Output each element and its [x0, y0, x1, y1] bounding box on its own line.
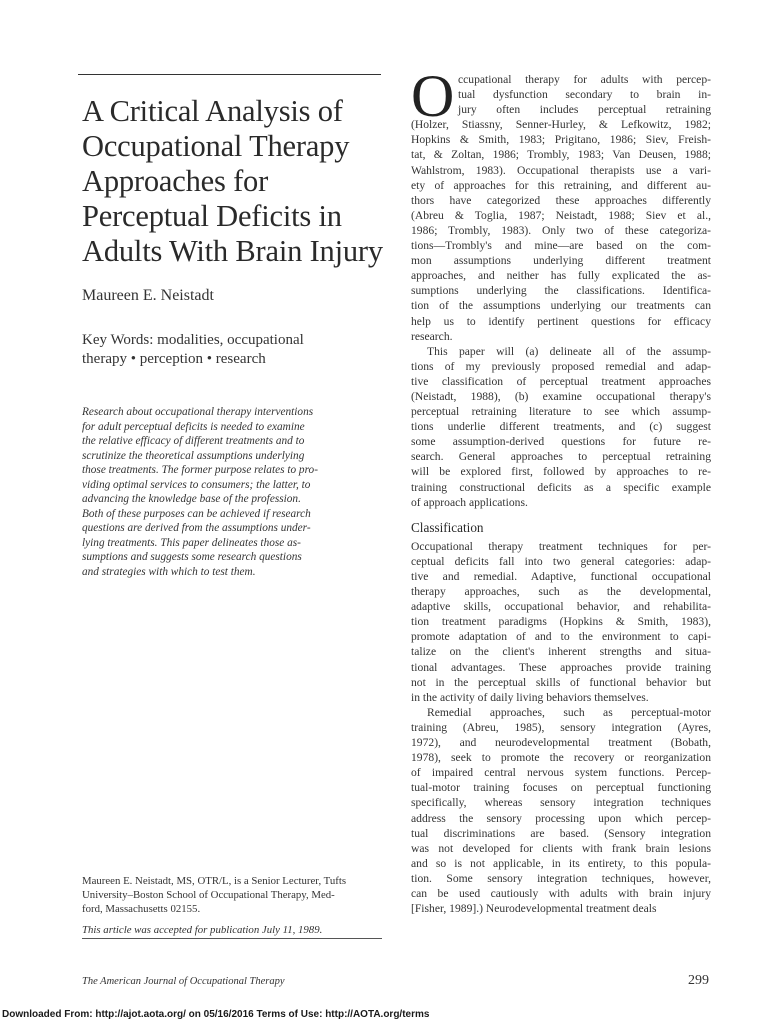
abstract-line: viding optimal services to consumers; the latter, to: [82, 478, 311, 491]
acceptance-rule: [82, 938, 382, 939]
body-line: was not developed for clients with frank brain lesions: [411, 841, 711, 855]
body-line: (Abreu & Toglia, 1987; Neistadt, 1988; Siev et al.,: [411, 208, 711, 222]
abstract-line: advancing the knowledge base of the profession.: [82, 493, 301, 505]
title-line: Adults With Brain Injury: [82, 234, 383, 268]
body-line: 1972), and neurodevelopmental treatment (Bobath,: [411, 736, 711, 750]
body-line: [Fisher, 1989].) Neurodevelopmental treatment deals: [411, 902, 657, 916]
body-line: tual dysfunction secondary to brain in-: [458, 88, 711, 102]
body-line: and so is not applicable, in its entirety, to this popula-: [411, 856, 711, 870]
body-line: talize on the client's inherent strengths and situa-: [411, 645, 711, 659]
body-line: (Holzer, Stiassny, Senner-Hurley, & Lefkowitz, 1982;: [411, 118, 711, 132]
body-line: ccupational therapy for adults with percep-: [458, 73, 711, 86]
affiliation-line: University–Boston School of Occupational Therapy, Med-: [82, 889, 335, 902]
body-line: tat, & Zoltan, 1986; Trombly, 1983; Van Deusen, 1988;: [411, 148, 711, 162]
title-top-rule: [78, 74, 381, 75]
body-line: tual-motor training focuses on perceptual functioning: [411, 781, 711, 795]
body-line: sumptions underlying the classifications. Identifica-: [411, 284, 711, 298]
keywords-line: Key Words: modalities, occupational: [82, 332, 304, 348]
affiliation-line: Maureen E. Neistadt, MS, OTR/L, is a Senior Lecturer, Tufts: [82, 875, 347, 887]
abstract-line: for adult perceptual deficits is needed to examine: [82, 420, 305, 433]
body-line: will be explored first, followed by approaches to re-: [411, 465, 711, 479]
body-line: approaches, and neither has fully explicated the as-: [411, 269, 711, 283]
body-line: address the sensory processing upon which percep-: [411, 811, 711, 825]
title-line: Occupational Therapy: [82, 129, 350, 163]
body-line: tive classification of perceptual treatment approaches: [411, 374, 711, 388]
body-column: [411, 72, 711, 916]
body-line: tion treatment paradigms (Hopkins & Smith, 1983),: [411, 615, 711, 629]
body-line: (Neistadt, 1988), (b) examine occupational therapy's: [411, 389, 711, 403]
body-line: ety of approaches for this retraining, and different au-: [411, 178, 711, 192]
body-line: of impaired central nervous system functions. Percep-: [411, 766, 711, 780]
title-line: Perceptual Deficits in: [82, 199, 342, 233]
journal-name: The American Journal of Occupational Therapy: [82, 976, 285, 987]
body-line: adaptive skills, occupational behavior, and rehabilita-: [411, 600, 711, 614]
body-line: of approach applications.: [411, 495, 528, 509]
body-line: tive and remedial. Adaptive, functional occupational: [411, 570, 711, 583]
author-affiliation: [82, 874, 382, 917]
drop-cap: O: [411, 63, 455, 129]
body-line: not in the perceptual skills of functional behavior but: [411, 675, 711, 689]
body-line: This paper will (a) delineate all of the assump-: [427, 344, 711, 358]
body-line: 1978), seek to promote the recovery or reorganization: [411, 751, 711, 765]
abstract-line: those treatments. The former purpose relates to pro-: [82, 464, 318, 476]
section-heading-classification: Classification: [411, 519, 484, 535]
acceptance-note: This article was accepted for publication July 11, 1989.: [82, 924, 323, 936]
body-line: in the activity of daily living behaviors themselves.: [411, 690, 649, 704]
body-line: 1986; Trombly, 1983). Only two of these categoriza-: [411, 223, 711, 237]
body-line: Remedial approaches, such as perceptual-motor: [427, 705, 711, 719]
download-notice: Downloaded From: http://ajot.aota.org/ on 05/16/2016 Terms of Use: http://AOTA.org/terms: [2, 1009, 430, 1020]
body-line: mon assumptions underlying different treatment: [411, 254, 711, 268]
abstract-line: sumptions and suggests some research questions: [82, 551, 302, 563]
body-line: tions underlie different treatments, and (c) suggest: [411, 420, 711, 434]
abstract-line: Research about occupational therapy interventions: [82, 406, 314, 418]
author-name: Maureen E. Neistadt: [82, 287, 214, 304]
abstract: [82, 405, 382, 579]
abstract-line: and strategies with which to test them.: [82, 565, 256, 578]
affiliation-line: ford, Massachusetts 02155.: [82, 903, 201, 916]
abstract-line: lying treatments. This paper delineates those as-: [82, 536, 301, 549]
body-line: therapy approaches, such as the developmental,: [411, 585, 711, 599]
title-line: A Critical Analysis of: [82, 94, 343, 128]
body-line: some assumption-derived questions for future re-: [411, 435, 711, 449]
abstract-line: Both of these purposes can be achieved if research: [82, 507, 311, 520]
body-line: tions of my previously proposed remedial and adap-: [411, 359, 711, 373]
body-line: tional advantages. These approaches provide training: [411, 660, 711, 674]
body-line: tual discriminations are based. (Sensory integration: [411, 826, 711, 840]
body-line: ceptual deficits fall into two general categories: adap-: [411, 554, 711, 568]
body-line: tion. Some sensory integration techniques, however,: [411, 871, 711, 885]
paragraph-intro: [411, 72, 711, 344]
paragraph-remedial: [411, 705, 711, 916]
body-line: training constructional deficits as a specific example: [411, 480, 711, 494]
keywords: [82, 331, 382, 369]
article-title: [82, 94, 382, 269]
body-line: thors have categorized these approaches differently: [411, 193, 711, 207]
body-line: tions—Trombly's and mine—are based on the com-: [411, 239, 711, 253]
abstract-line: scrutinize the theoretical assumptions underlying: [82, 449, 305, 462]
body-line: Hopkins & Smith, 1983; Prigitano, 1986; Siev, Freish-: [411, 133, 711, 147]
body-line: Wahlstrom, 1983). Occupational therapists use a vari-: [411, 163, 711, 177]
body-line: can be used cautiously with adults with brain injury: [411, 886, 711, 900]
body-line: jury often includes perceptual retraining: [458, 103, 711, 117]
paragraph-purpose: [411, 344, 711, 510]
body-line: Occupational therapy treatment techniques for per-: [411, 539, 711, 553]
body-line: promote adaptation of and to the environment to capi-: [411, 630, 711, 644]
body-line: help us to identify pertinent questions for efficacy: [411, 314, 711, 328]
abstract-line: questions are derived from the assumptions under-: [82, 522, 311, 534]
body-line: specifically, whereas sensory integration techniques: [411, 796, 711, 810]
body-line: research.: [411, 329, 453, 343]
body-line: training (Abreu, 1985), sensory integration (Ayres,: [411, 720, 711, 734]
page-number: 299: [688, 973, 709, 988]
body-line: perceptual retraining literature to see which assump-: [411, 405, 711, 419]
body-line: tion of the assumptions underlying our treatments can: [411, 299, 711, 313]
keywords-line: therapy • perception • research: [82, 351, 266, 367]
body-line: search. General approaches to perceptual retraining: [411, 450, 711, 464]
abstract-line: the relative efficacy of different treatments and to: [82, 435, 305, 447]
paragraph-classification: [411, 539, 711, 705]
title-line: Approaches for: [82, 164, 269, 198]
